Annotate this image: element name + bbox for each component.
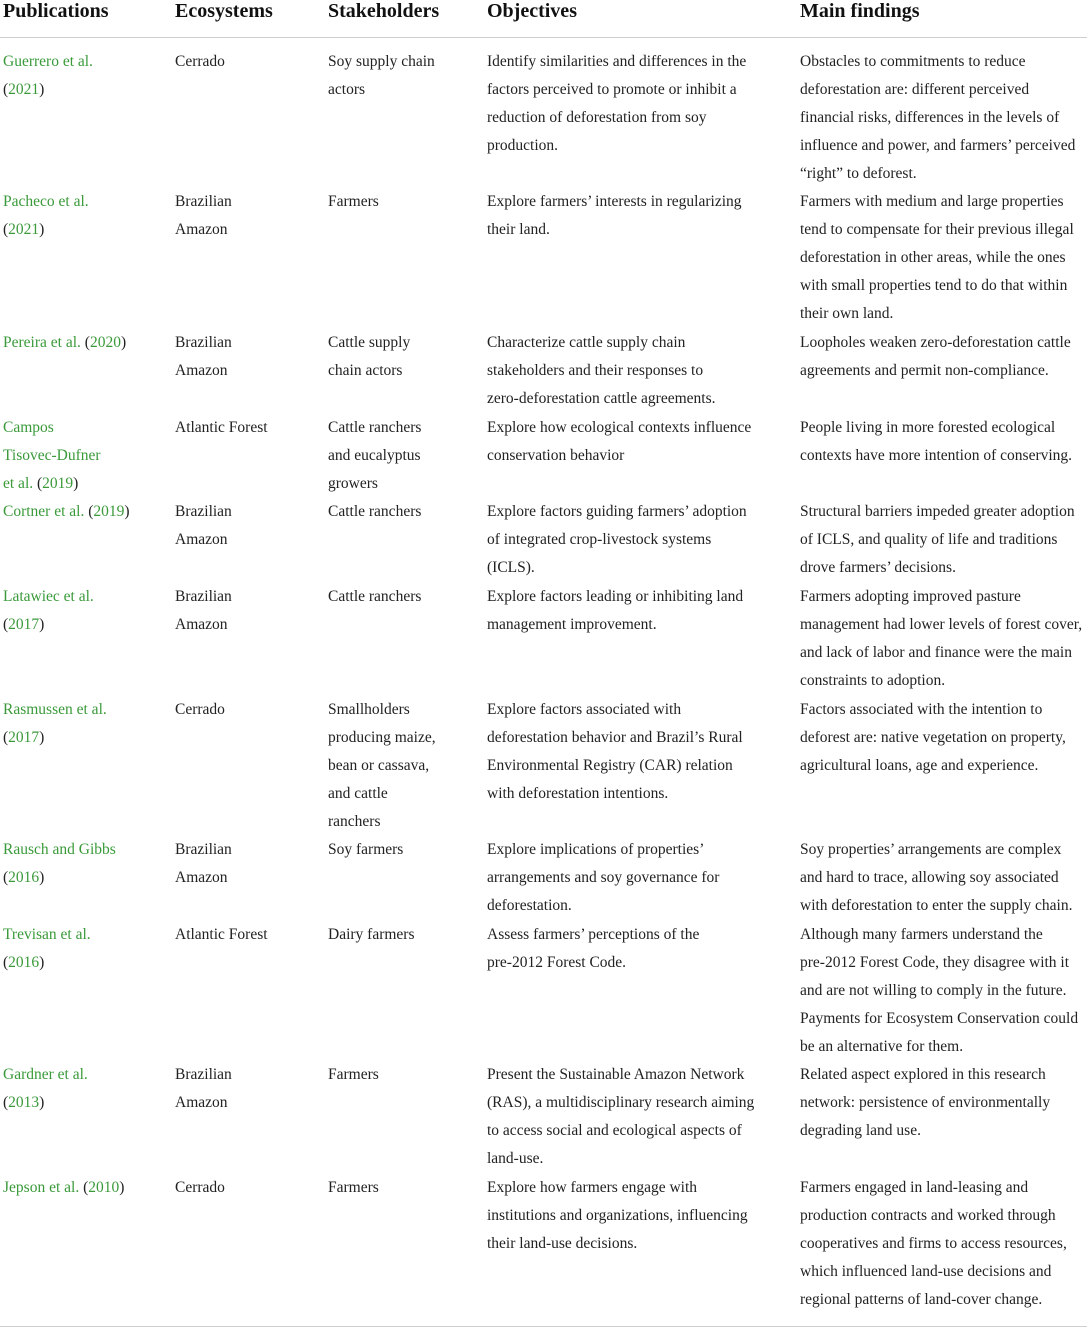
cell-main-findings-line: and hard to trace, allowing soy associated	[800, 869, 1059, 886]
cell-stakeholders-line: Soy supply chain	[328, 53, 435, 70]
cell-ecosystem-line: Brazilian	[175, 193, 232, 210]
cell-publication[interactable]	[3, 696, 163, 752]
cell-ecosystem	[175, 1061, 320, 1117]
cell-stakeholders	[328, 1174, 478, 1202]
cell-stakeholders	[328, 48, 478, 104]
cell-main-findings-line: deforestation in other areas, while the ones	[800, 249, 1066, 266]
cell-objectives	[487, 414, 777, 470]
cell-objectives	[487, 329, 777, 413]
cell-objectives	[487, 1174, 777, 1258]
cell-main-findings-line: Obstacles to commitments to reduce	[800, 53, 1026, 70]
paren-text: )	[39, 869, 45, 886]
cell-objectives	[487, 921, 777, 977]
cell-main-findings-line: Factors associated with the intention to	[800, 701, 1043, 718]
cell-objectives-line: of integrated crop-livestock systems	[487, 531, 712, 548]
cell-main-findings	[800, 836, 1089, 920]
paren-text: )	[124, 503, 130, 520]
cell-publication[interactable]	[3, 498, 163, 526]
cell-main-findings-line: Payments for Ecosystem Conservation could	[800, 1010, 1079, 1027]
bottom-rule	[0, 1326, 1087, 1327]
citation-link[interactable]: Jepson et al.	[3, 1179, 84, 1196]
citation-link[interactable]: Cortner et al.	[3, 503, 89, 520]
cell-ecosystem-line: Cerrado	[175, 1179, 225, 1196]
paren-text: (	[3, 1094, 9, 1111]
cell-main-findings-line: cooperatives and firms to access resources,	[800, 1235, 1067, 1252]
cell-main-findings-line: of ICLS, and quality of life and traditions	[800, 531, 1058, 548]
cell-objectives-line: Present the Sustainable Amazon Network	[487, 1066, 745, 1083]
cell-objectives-line: Identify similarities and differences in the	[487, 53, 747, 70]
cell-main-findings-line: regional patterns of land-cover change.	[800, 1291, 1043, 1308]
cell-objectives-line: stakeholders and their responses to	[487, 362, 704, 379]
cell-main-findings	[800, 1061, 1089, 1145]
paren-text: (	[3, 729, 9, 746]
cell-objectives-line: arrangements and soy governance for	[487, 869, 720, 886]
cell-objectives	[487, 188, 777, 244]
cell-stakeholders-line: bean or cassava,	[328, 757, 430, 774]
citation-link[interactable]: Rausch and Gibbs	[3, 841, 116, 858]
cell-stakeholders	[328, 188, 478, 216]
cell-main-findings-line: network: persistence of environmentally	[800, 1094, 1051, 1111]
cell-main-findings-line: drove farmers’ decisions.	[800, 559, 956, 576]
cell-main-findings	[800, 414, 1089, 470]
paren-text: (	[84, 334, 90, 351]
cell-stakeholders-line: growers	[328, 475, 378, 492]
cell-stakeholders-line: and eucalyptus	[328, 447, 421, 464]
cell-ecosystem	[175, 583, 320, 639]
paren-text: (	[3, 869, 9, 886]
paren-text: (	[88, 503, 94, 520]
paren-text: (	[3, 616, 9, 633]
header-rule	[0, 37, 1087, 38]
cell-main-findings-line: Related aspect explored in this research	[800, 1066, 1046, 1083]
cell-ecosystem-line: Brazilian	[175, 1066, 232, 1083]
cell-main-findings-line: and are not willing to comply in the future.	[800, 982, 1067, 999]
cell-objectives-line: production.	[487, 137, 559, 154]
cell-ecosystem	[175, 921, 320, 949]
header-objectives: Objectives	[487, 0, 577, 22]
cell-objectives-line: management improvement.	[487, 616, 657, 633]
header-publications: Publications	[3, 0, 109, 22]
cell-publication[interactable]	[3, 48, 163, 104]
cell-ecosystem-line: Amazon	[175, 221, 228, 238]
cell-main-findings-line: deforest are: native vegetation on property,	[800, 729, 1066, 746]
cell-ecosystem	[175, 188, 320, 244]
cell-main-findings-line: contexts have more intention of conserving.	[800, 447, 1073, 464]
paren-text: (	[37, 475, 43, 492]
cell-stakeholders-line: actors	[328, 81, 366, 98]
citation-link[interactable]: 2021	[8, 81, 40, 98]
cell-main-findings	[800, 498, 1089, 582]
cell-publication[interactable]	[3, 414, 163, 498]
paren-text: )	[39, 954, 45, 971]
citation-link[interactable]: 2013	[8, 1094, 40, 1111]
cell-objectives-line: reduction of deforestation from soy	[487, 109, 707, 126]
cell-main-findings-line: Soy properties’ arrangements are complex	[800, 841, 1062, 858]
cell-stakeholders-line: producing maize,	[328, 729, 436, 746]
cell-main-findings-line: Farmers with medium and large properties	[800, 193, 1064, 210]
paren-text: )	[39, 729, 45, 746]
cell-ecosystem-line: Atlantic Forest	[175, 926, 268, 943]
cell-stakeholders-line: Cattle ranchers	[328, 588, 422, 605]
cell-ecosystem-line: Brazilian	[175, 334, 232, 351]
paren-text: )	[39, 221, 45, 238]
cell-main-findings-line: degrading land use.	[800, 1122, 921, 1139]
cell-main-findings-line: influence and power, and farmers’ perceived	[800, 137, 1076, 154]
cell-ecosystem-line: Amazon	[175, 869, 228, 886]
cell-main-findings-line: tend to compensate for their previous illegal	[800, 221, 1074, 238]
cell-main-findings-line: agricultural loans, age and experience.	[800, 757, 1039, 774]
paren-text: )	[120, 334, 127, 351]
citation-link[interactable]: 2017	[8, 729, 40, 746]
cell-objectives-line: to access social and ecological aspects of	[487, 1122, 742, 1139]
cell-objectives	[487, 498, 777, 582]
cell-stakeholders	[328, 414, 478, 498]
citation-link[interactable]: Latawiec et al.	[3, 588, 94, 605]
cell-main-findings-line: and lack of labor and finance were the main	[800, 644, 1072, 661]
paren-text: (	[83, 1179, 89, 1196]
cell-publication[interactable]	[3, 836, 163, 892]
cell-objectives	[487, 836, 777, 920]
cell-main-findings-line: “right” to deforest.	[800, 165, 917, 182]
cell-main-findings-line: with small properties tend to do that within	[800, 277, 1068, 294]
cell-main-findings	[800, 696, 1089, 780]
cell-main-findings-line: Structural barriers impeded greater adoption	[800, 503, 1075, 520]
cell-stakeholders-line: Farmers	[328, 1066, 379, 1083]
cell-objectives-line: factors perceived to promote or inhibit a	[487, 81, 737, 98]
cell-ecosystem	[175, 414, 320, 442]
citation-link[interactable]: 2019	[42, 475, 74, 492]
cell-ecosystem	[175, 498, 320, 554]
header-ecosystems: Ecosystems	[175, 0, 273, 22]
cell-objectives-line: Explore factors guiding farmers’ adoption	[487, 503, 747, 520]
citation-link[interactable]: Trevisan et al.	[3, 926, 91, 943]
paren-text: )	[39, 616, 45, 633]
cell-stakeholders	[328, 329, 478, 385]
cell-objectives-line: deforestation behavior and Brazil’s Rural	[487, 729, 743, 746]
cell-main-findings-line: Farmers adopting improved pasture	[800, 588, 1021, 605]
cell-objectives	[487, 1061, 777, 1173]
header-main-findings: Main findings	[800, 0, 920, 22]
cell-ecosystem	[175, 48, 320, 76]
cell-stakeholders-line: chain actors	[328, 362, 403, 379]
cell-ecosystem-line: Amazon	[175, 531, 228, 548]
cell-main-findings	[800, 1174, 1089, 1314]
citation-link[interactable]: 2020	[89, 334, 121, 351]
citation-link[interactable]: 2019	[93, 503, 125, 520]
cell-ecosystem	[175, 836, 320, 892]
cell-stakeholders-line: Cattle ranchers	[328, 419, 422, 436]
cell-objectives-line: Assess farmers’ perceptions of the	[487, 926, 700, 943]
paren-text: (	[3, 81, 9, 98]
paren-text: )	[39, 1094, 45, 1111]
citation-link[interactable]: 2021	[8, 221, 40, 238]
cell-ecosystem-line: Amazon	[175, 616, 228, 633]
cell-objectives-line: Environmental Registry (CAR) relation	[487, 757, 733, 774]
cell-stakeholders	[328, 836, 478, 864]
cell-ecosystem-line: Amazon	[175, 362, 228, 379]
cell-objectives	[487, 696, 777, 808]
cell-main-findings-line: with deforestation to enter the supply chain.	[800, 897, 1073, 914]
cell-main-findings	[800, 329, 1089, 385]
cell-ecosystem-line: Brazilian	[175, 841, 232, 858]
citation-link[interactable]: et al.	[3, 475, 37, 492]
cell-objectives-line: their land-use decisions.	[487, 1235, 638, 1252]
cell-ecosystem-line: Brazilian	[175, 588, 232, 605]
cell-objectives	[487, 583, 777, 639]
cell-publication[interactable]	[3, 1174, 163, 1202]
cell-objectives-line: zero-deforestation cattle agreements.	[487, 390, 716, 407]
cell-objectives-line: Explore factors associated with	[487, 701, 682, 718]
cell-main-findings-line: agreements and permit non-compliance.	[800, 362, 1049, 379]
paren-text: (	[3, 954, 9, 971]
paren-text: )	[39, 81, 45, 98]
cell-ecosystem-line: Brazilian	[175, 503, 232, 520]
cell-stakeholders-line: Cattle ranchers	[328, 503, 422, 520]
cell-objectives	[487, 48, 777, 160]
cell-main-findings-line: production contracts and worked through	[800, 1207, 1056, 1224]
cell-ecosystem-line: Cerrado	[175, 701, 225, 718]
citation-link[interactable]: Tisovec-Dufner	[3, 447, 101, 464]
citation-link[interactable]: Campos	[3, 419, 54, 436]
cell-stakeholders-line: Farmers	[328, 1179, 379, 1196]
cell-objectives-line: Explore farmers’ interests in regularizing	[487, 193, 742, 210]
cell-ecosystem-line: Atlantic Forest	[175, 419, 268, 436]
cell-publication[interactable]	[3, 329, 163, 357]
cell-objectives-line: Explore implications of properties’	[487, 841, 705, 858]
citation-link[interactable]: 2016	[8, 954, 40, 971]
cell-objectives-line: deforestation.	[487, 897, 572, 914]
cell-stakeholders-line: Cattle supply	[328, 334, 411, 351]
cell-main-findings-line: financial risks, differences in the levels of	[800, 109, 1060, 126]
citation-link[interactable]: Rasmussen et al.	[3, 701, 107, 718]
cell-main-findings-line: Although many farmers understand the	[800, 926, 1043, 943]
cell-publication[interactable]	[3, 188, 163, 244]
cell-stakeholders-line: and cattle	[328, 785, 388, 802]
citation-link[interactable]: Pacheco et al.	[3, 193, 89, 210]
cell-publication[interactable]	[3, 583, 163, 639]
cell-main-findings	[800, 48, 1089, 188]
paren-text: )	[73, 475, 79, 492]
cell-main-findings	[800, 583, 1089, 695]
cell-stakeholders	[328, 583, 478, 611]
cell-main-findings-line: pre-2012 Forest Code, they disagree with it	[800, 954, 1070, 971]
cell-objectives-line: institutions and organizations, influencing	[487, 1207, 748, 1224]
citation-link[interactable]: 2017	[8, 616, 40, 633]
paren-text: (	[3, 221, 9, 238]
header-stakeholders: Stakeholders	[328, 0, 440, 22]
cell-objectives-line: with deforestation intentions.	[487, 785, 669, 802]
citation-link[interactable]: Pereira et al.	[3, 334, 85, 351]
cell-main-findings-line: Loopholes weaken zero-deforestation cattle	[800, 334, 1071, 351]
cell-objectives-line: (RAS), a multidisciplinary research aiming	[487, 1094, 755, 1111]
cell-main-findings	[800, 921, 1089, 1061]
cell-main-findings-line: constraints to adoption.	[800, 672, 946, 689]
cell-stakeholders-line: Smallholders	[328, 701, 410, 718]
cell-main-findings-line: which influenced land-use decisions and	[800, 1263, 1052, 1280]
citation-link[interactable]: Guerrero et al.	[3, 53, 93, 70]
cell-stakeholders-line: Farmers	[328, 193, 379, 210]
cell-main-findings	[800, 188, 1089, 328]
cell-main-findings-line: People living in more forested ecological	[800, 419, 1056, 436]
cell-objectives-line: conservation behavior	[487, 447, 625, 464]
cell-ecosystem-line: Cerrado	[175, 53, 225, 70]
cell-publication[interactable]	[3, 1061, 163, 1117]
cell-ecosystem	[175, 1174, 320, 1202]
cell-stakeholders	[328, 696, 478, 836]
cell-stakeholders	[328, 1061, 478, 1089]
cell-stakeholders-line: Soy farmers	[328, 841, 404, 858]
cell-stakeholders	[328, 498, 478, 526]
cell-main-findings-line: Farmers engaged in land-leasing and	[800, 1179, 1029, 1196]
cell-ecosystem-line: Amazon	[175, 1094, 228, 1111]
cell-stakeholders-line: ranchers	[328, 813, 381, 830]
cell-ecosystem	[175, 696, 320, 724]
cell-stakeholders-line: Dairy farmers	[328, 926, 415, 943]
cell-objectives-line: pre-2012 Forest Code.	[487, 954, 627, 971]
cell-objectives-line: Characterize cattle supply chain	[487, 334, 686, 351]
cell-objectives-line: Explore how farmers engage with	[487, 1179, 698, 1196]
cell-objectives-line: their land.	[487, 221, 550, 238]
citation-link[interactable]: 2016	[8, 869, 40, 886]
cell-stakeholders	[328, 921, 478, 949]
cell-main-findings-line: management had lower levels of forest cover,	[800, 616, 1083, 633]
paren-text: )	[119, 1179, 125, 1196]
cell-main-findings-line: be an alternative for them.	[800, 1038, 964, 1055]
cell-main-findings-line: deforestation are: different perceived	[800, 81, 1030, 98]
cell-ecosystem	[175, 329, 320, 385]
cell-objectives-line: land-use.	[487, 1150, 544, 1167]
citation-link[interactable]: Gardner et al.	[3, 1066, 88, 1083]
cell-main-findings-line: their own land.	[800, 305, 894, 322]
cell-publication[interactable]	[3, 921, 163, 977]
cell-objectives-line: Explore how ecological contexts influence	[487, 419, 752, 436]
cell-objectives-line: Explore factors leading or inhibiting land	[487, 588, 744, 605]
cell-objectives-line: (ICLS).	[487, 559, 535, 576]
citation-link[interactable]: 2010	[88, 1179, 120, 1196]
